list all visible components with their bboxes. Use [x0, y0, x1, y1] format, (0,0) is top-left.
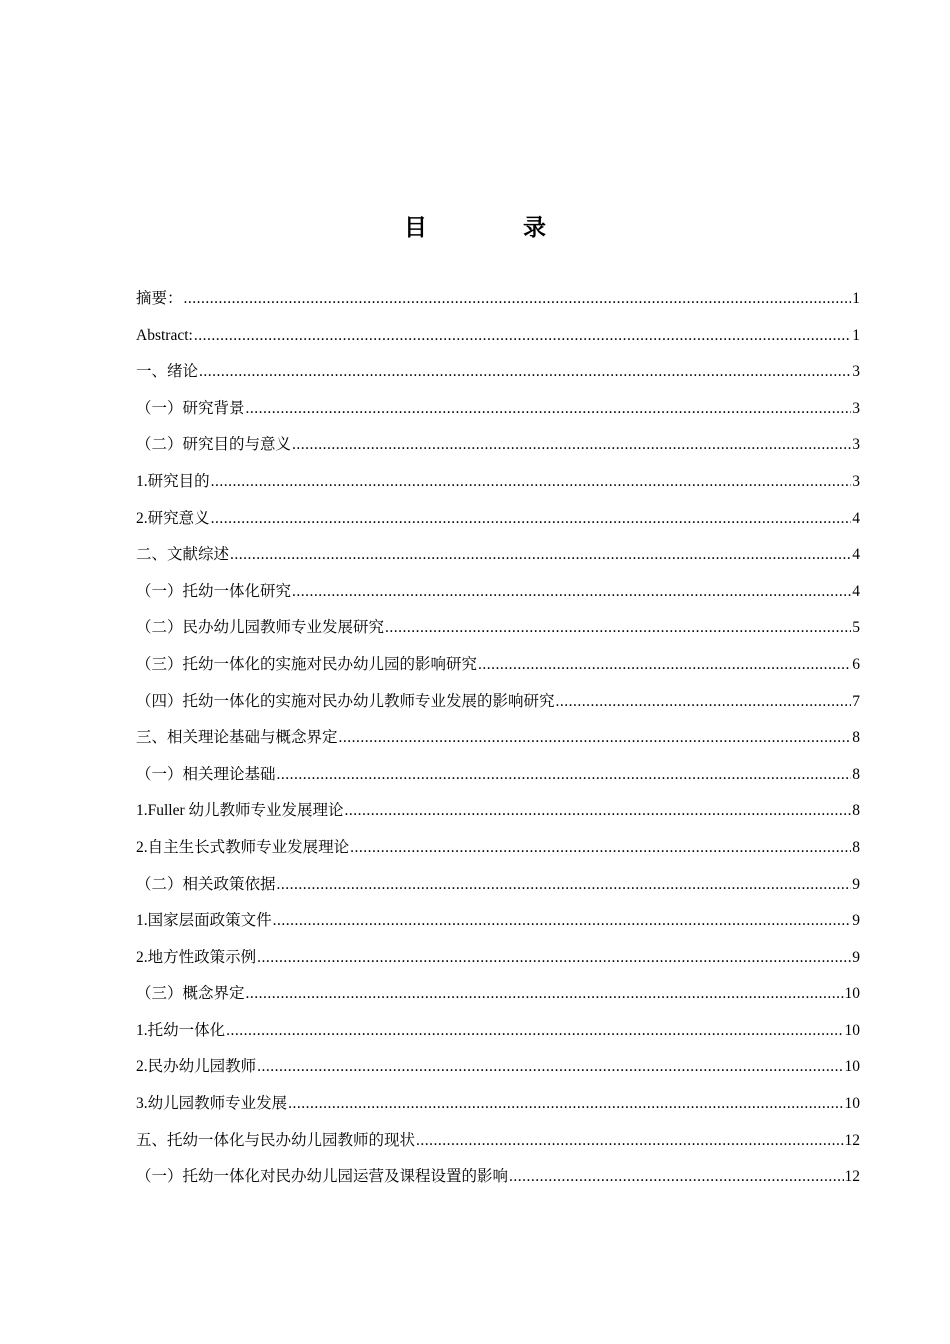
toc-entry[interactable]	[136, 1049, 860, 1086]
toc-dot-leader	[211, 501, 852, 538]
toc-entry[interactable]	[136, 354, 860, 391]
table-of-contents	[136, 281, 860, 1196]
toc-entry-page-number: 3	[852, 399, 860, 417]
toc-entry-label: （二）研究目的与意义	[136, 436, 292, 454]
toc-entry[interactable]	[136, 940, 860, 977]
toc-entry[interactable]	[136, 1086, 860, 1123]
toc-entry[interactable]	[136, 1159, 860, 1196]
toc-entry[interactable]	[136, 976, 860, 1013]
toc-entry-page-number: 12	[844, 1131, 860, 1149]
toc-entry-label: （三）概念界定	[136, 985, 245, 1003]
toc-entry[interactable]	[136, 574, 860, 611]
toc-dot-leader	[292, 427, 851, 464]
toc-entry[interactable]	[136, 610, 860, 647]
toc-entry-page-number: 4	[852, 582, 860, 600]
toc-entry-page-number: 3	[852, 436, 860, 454]
toc-entry[interactable]	[136, 647, 860, 684]
toc-entry-page-number: 8	[852, 765, 860, 783]
toc-entry-label: 一、绪论	[136, 363, 199, 381]
toc-entry[interactable]	[136, 830, 860, 867]
toc-dot-leader	[288, 1086, 843, 1123]
toc-entry-label: Abstract:	[136, 326, 193, 344]
toc-entry-label: 二、文献综述	[136, 546, 230, 564]
toc-entry[interactable]	[136, 537, 860, 574]
toc-entry-page-number: 10	[844, 985, 860, 1003]
toc-entry-label: 1.国家层面政策文件	[136, 912, 272, 930]
toc-entry-page-number: 1	[852, 326, 860, 344]
toc-entry-page-number: 7	[852, 692, 860, 710]
toc-entry[interactable]	[136, 427, 860, 464]
toc-entry-label: 1.托幼一体化	[136, 1021, 226, 1039]
toc-entry-label: 2.自主生长式教师专业发展理论	[136, 838, 350, 856]
toc-dot-leader	[199, 354, 851, 391]
toc-entry-page-number: 10	[844, 1095, 860, 1113]
toc-entry-label: 2.地方性政策示例	[136, 948, 257, 966]
toc-dot-leader	[339, 720, 852, 757]
toc-dot-leader	[345, 793, 852, 830]
toc-dot-leader	[350, 830, 851, 867]
toc-entry-label: 1.Fuller 幼儿教师专业发展理论	[136, 802, 344, 820]
toc-entry-page-number: 4	[852, 509, 860, 527]
toc-dot-leader	[385, 610, 851, 647]
toc-dot-leader	[194, 318, 851, 355]
toc-entry[interactable]	[136, 757, 860, 794]
toc-entry-label: （一）研究背景	[136, 399, 245, 417]
toc-entry[interactable]	[136, 281, 860, 318]
toc-entry-label: 1.研究目的	[136, 472, 210, 490]
toc-entry-page-number: 8	[852, 729, 860, 747]
toc-dot-leader	[509, 1159, 843, 1196]
toc-entry-label: 2.研究意义	[136, 509, 210, 527]
toc-entry-page-number: 10	[844, 1058, 860, 1076]
toc-entry-label: （二）民办幼儿园教师专业发展研究	[136, 619, 385, 637]
toc-entry[interactable]	[136, 684, 860, 721]
toc-entry[interactable]	[136, 903, 860, 940]
toc-entry[interactable]	[136, 793, 860, 830]
toc-dot-leader	[257, 1049, 843, 1086]
toc-entry-label: （三）托幼一体化的实施对民办幼儿园的影响研究	[136, 655, 478, 673]
toc-entry[interactable]	[136, 1013, 860, 1050]
toc-dot-leader	[478, 647, 851, 684]
toc-entry-page-number: 9	[852, 875, 860, 893]
toc-entry[interactable]	[136, 318, 860, 355]
toc-entry-label: 2.民办幼儿园教师	[136, 1058, 257, 1076]
toc-dot-leader	[226, 1013, 843, 1050]
toc-entry-page-number: 4	[852, 546, 860, 564]
toc-entry-page-number: 9	[852, 912, 860, 930]
toc-entry-page-number: 1	[852, 290, 860, 307]
toc-entry[interactable]	[136, 464, 860, 501]
toc-dot-leader	[184, 281, 852, 318]
toc-entry-page-number: 5	[852, 619, 860, 637]
toc-entry-label: 三、相关理论基础与概念界定	[136, 729, 338, 747]
toc-entry-label: 3.幼儿园教师专业发展	[136, 1095, 288, 1113]
toc-entry-label: （一）托幼一体化对民办幼儿园运营及课程设置的影响	[136, 1168, 509, 1186]
toc-dot-leader	[257, 940, 851, 977]
toc-dot-leader	[246, 391, 852, 428]
toc-entry-page-number: 6	[852, 655, 860, 673]
toc-entry[interactable]	[136, 391, 860, 428]
toc-dot-leader	[246, 976, 844, 1013]
toc-dot-leader	[230, 537, 851, 574]
toc-entry[interactable]	[136, 720, 860, 757]
toc-dot-leader	[277, 757, 852, 794]
toc-dot-leader	[556, 684, 852, 721]
toc-entry[interactable]	[136, 501, 860, 538]
toc-entry[interactable]	[136, 867, 860, 904]
toc-entry-label: （二）相关政策依据	[136, 875, 276, 893]
toc-entry-page-number: 12	[844, 1168, 860, 1186]
toc-entry-label: （四）托幼一体化的实施对民办幼儿教师专业发展的影响研究	[136, 692, 555, 710]
toc-entry-label: 五、托幼一体化与民办幼儿园教师的现状	[136, 1131, 416, 1149]
toc-dot-leader	[292, 574, 851, 611]
toc-entry-page-number: 8	[852, 802, 860, 820]
toc-entry-label: （一）托幼一体化研究	[136, 582, 292, 600]
toc-entry-page-number: 9	[852, 948, 860, 966]
toc-dot-leader	[416, 1123, 843, 1160]
toc-entry-page-number: 3	[852, 363, 860, 381]
toc-entry-page-number: 10	[844, 1021, 860, 1039]
toc-entry[interactable]	[136, 1123, 860, 1160]
toc-title: 目 录	[403, 215, 590, 241]
toc-dot-leader	[273, 903, 852, 940]
toc-entry-page-number: 8	[852, 838, 860, 856]
toc-dot-leader	[211, 464, 852, 501]
toc-entry-label: 摘要：	[136, 290, 183, 307]
toc-entry-page-number: 3	[852, 472, 860, 490]
toc-dot-leader	[277, 867, 852, 904]
toc-entry-label: （一）相关理论基础	[136, 765, 276, 783]
